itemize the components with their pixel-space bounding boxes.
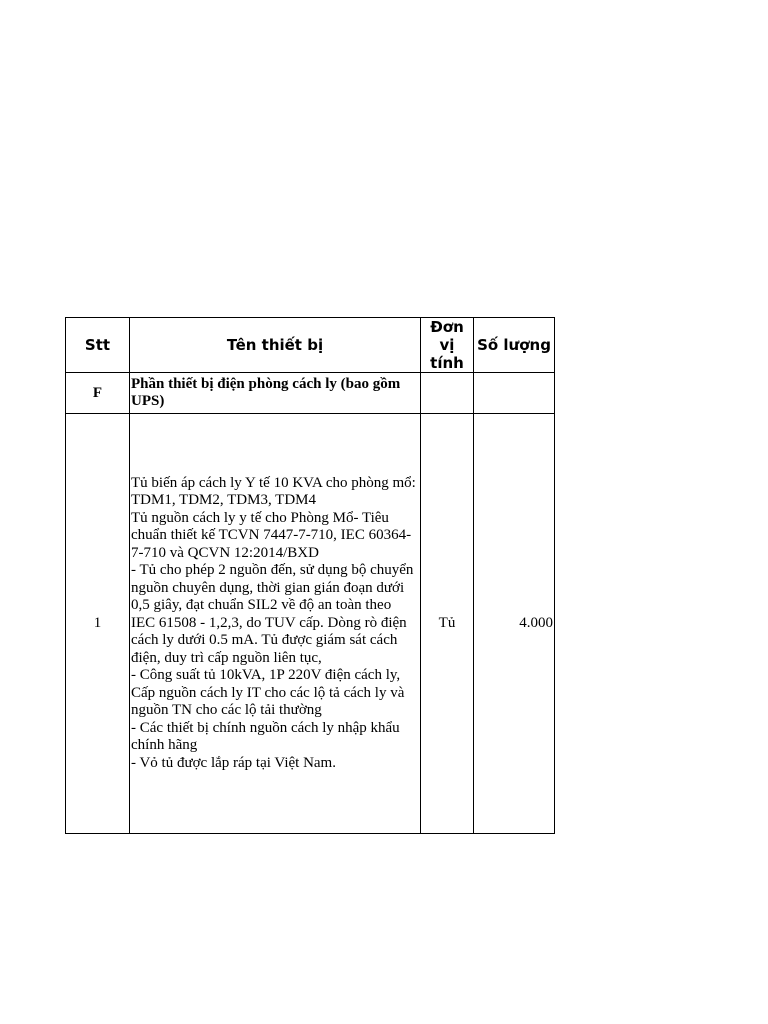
section-row <box>66 373 555 414</box>
section-unit <box>421 373 474 414</box>
header-qty: Số lượng <box>474 318 555 373</box>
item-title: Tủ biến áp cách ly Y tế 10 KVA cho phòng mổ: TDM1, TDM2, TDM3, TDM4 <box>131 474 416 509</box>
header-stt: Stt <box>66 318 130 373</box>
item-desc-line: - Vỏ tủ được lắp ráp tại Việt Nam. <box>131 754 336 771</box>
section-qty <box>474 373 555 414</box>
item-desc-line: - Các thiết bị chính nguồn cách ly nhập khẩu chính hãng <box>131 719 400 754</box>
section-name: Phần thiết bị điện phòng cách ly (bao gồm UPS) <box>130 373 421 414</box>
item-stt: 1 <box>66 414 130 834</box>
section-stt: F <box>66 373 130 414</box>
table-row <box>66 414 555 834</box>
item-desc-line: - Công suất tủ 10kVA, 1P 220V điện cách ly, Cấp nguồn cách ly IT cho các lộ tả cách ly và nguồn TN cho các lộ tải thường <box>131 667 405 719</box>
equipment-table <box>65 317 555 834</box>
item-qty: 4.000 <box>474 414 555 834</box>
header-name: Tên thiết bị <box>130 318 421 373</box>
item-description <box>130 414 421 834</box>
table-header-row <box>66 318 555 373</box>
header-unit: Đơn vị tính <box>421 318 474 373</box>
item-desc-line: Tủ nguồn cách ly y tế cho Phòng Mổ- Tiêu chuẩn thiết kế TCVN 7447-7-710, IEC 60364-7-710 và QCVN 12:2014/BXD <box>131 509 412 561</box>
item-desc-line: - Tủ cho phép 2 nguồn đến, sử dụng bộ chuyển nguồn chuyên dụng, thời gian gián đoạn dưới 0,5 giây, đạt chuẩn SIL2 về độ an toàn theo IEC 61508 - 1,2,3, do TUV cấp. Dòng rò điện cách ly dưới 0.5 mA. Tủ được giám sát cách điện, duy trì cấp nguồn liên tục, <box>131 562 414 666</box>
item-unit: Tủ <box>421 414 474 834</box>
